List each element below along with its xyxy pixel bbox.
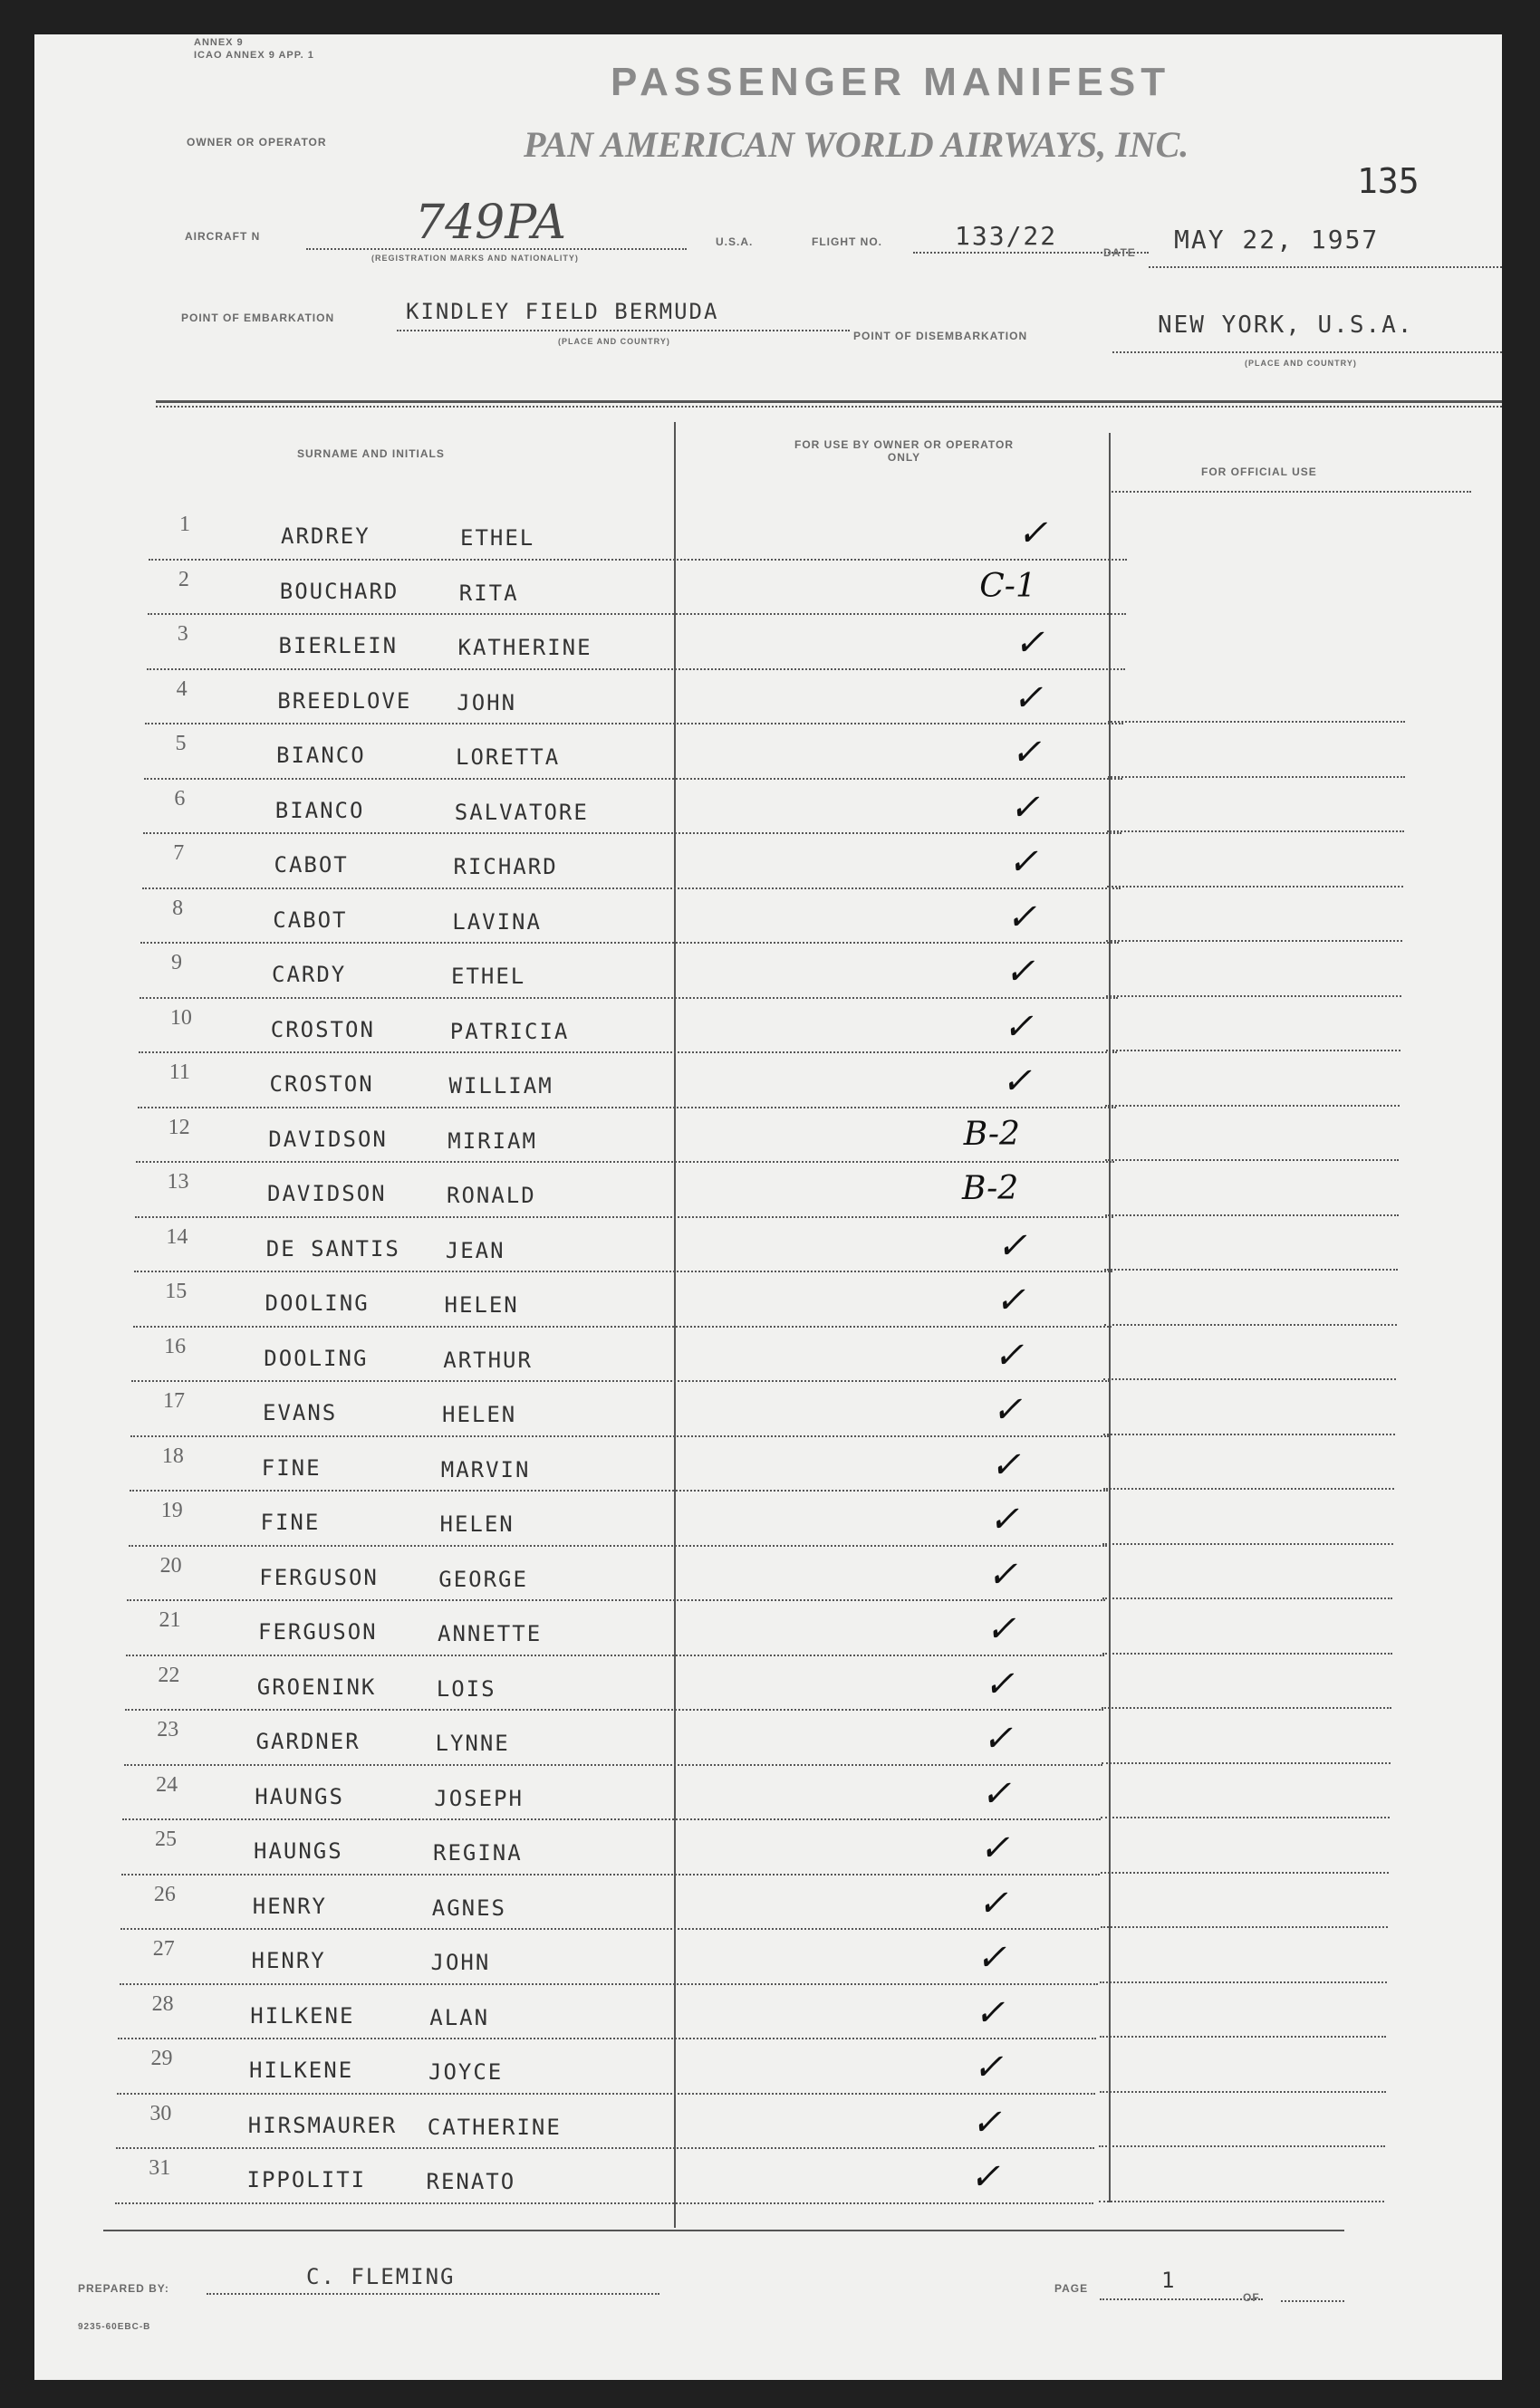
row-rule [125, 1709, 1103, 1711]
passenger-given-name: JOHN [457, 689, 517, 715]
check-mark-icon: ✓ [987, 1553, 1018, 1596]
row-number: 26 [153, 1882, 176, 1906]
check-mark-icon: ✓ [976, 1937, 1007, 1979]
official-row-rule [1103, 1378, 1396, 1380]
row-number: 31 [149, 2156, 171, 2180]
passenger-surname: ARDREY [281, 523, 371, 549]
check-mark-icon: ✓ [1011, 732, 1042, 773]
check-mark-icon: ✓ [973, 2047, 1004, 2088]
passenger-given-name: AGNES [431, 1895, 506, 1921]
row-number: 5 [175, 732, 187, 755]
embarkation-underline [397, 330, 850, 331]
check-mark-icon: ✓ [1006, 896, 1037, 938]
official-row-rule [1104, 1269, 1398, 1271]
row-rule [121, 1874, 1100, 1876]
row-number: 10 [169, 1005, 192, 1030]
passenger-surname: CROSTON [270, 1016, 375, 1042]
passenger-given-name: ETHEL [451, 964, 526, 989]
prepared-by-underline [207, 2293, 659, 2295]
disembarkation-sublabel: (PLACE AND COUNTRY) [1245, 359, 1357, 368]
passenger-given-name: GEORGE [438, 1566, 528, 1592]
passenger-surname: DAVIDSON [268, 1126, 388, 1152]
row-number: 19 [160, 1499, 183, 1522]
row-rule [127, 1599, 1105, 1601]
annex-line-1: ANNEX 9 [194, 37, 244, 48]
official-row-rule [1103, 1488, 1395, 1490]
passenger-surname: CABOT [273, 907, 348, 933]
official-row-rule [1102, 1762, 1391, 1764]
page-value: 1 [1161, 2268, 1177, 2293]
usa-label: U.S.A. [716, 235, 754, 248]
passenger-given-name: LAVINA [452, 908, 542, 935]
row-number: 6 [174, 786, 186, 811]
official-row-rule [1100, 1981, 1387, 1983]
passenger-given-name: HELEN [439, 1511, 515, 1537]
passenger-given-name: LORETTA [456, 744, 561, 770]
passenger-given-name: ETHEL [460, 525, 535, 551]
passenger-given-name: KATHERINE [457, 635, 592, 660]
row-rule [147, 668, 1125, 670]
row-number: 9 [171, 951, 182, 974]
passenger-given-name: HELEN [442, 1402, 517, 1427]
official-row-rule [1105, 1159, 1400, 1161]
passenger-given-name: RICHARD [453, 854, 558, 879]
official-row-rule [1106, 940, 1402, 942]
row-rule [120, 1983, 1098, 1985]
prepared-by-label: PREPARED BY: [78, 2282, 169, 2295]
passenger-surname: HAUNGS [255, 1783, 344, 1809]
check-mark-icon: ✓ [974, 1991, 1006, 2034]
form-code: 9235-60EBC-B [78, 2322, 151, 2332]
official-row-rule [1108, 721, 1406, 723]
row-number: 23 [157, 1718, 179, 1741]
row-rule [139, 1051, 1117, 1053]
row-number: 22 [158, 1663, 180, 1687]
check-mark-icon: ✓ [979, 1828, 1010, 1869]
column-divider-2 [1109, 433, 1111, 2202]
passenger-given-name: ARTHUR [443, 1347, 533, 1373]
row-rule [129, 1545, 1107, 1547]
passenger-given-name: ANNETTE [438, 1621, 543, 1646]
official-row-rule [1100, 2091, 1386, 2093]
passenger-surname: IPPOLITI [246, 2167, 367, 2192]
row-rule [130, 1435, 1109, 1437]
passenger-surname: DOOLING [264, 1345, 369, 1371]
form-annex-reference [194, 36, 314, 62]
official-row-rule [1106, 1050, 1401, 1051]
official-row-rule [1104, 1324, 1397, 1326]
passenger-given-name: MARVIN [440, 1456, 531, 1482]
official-row-rule [1105, 1105, 1400, 1107]
seat-code-mark: B-2 [962, 1170, 1019, 1207]
disembarkation-label: POINT OF DISEMBARKATION [853, 330, 1028, 342]
row-rule [148, 613, 1126, 615]
page-label: PAGE [1054, 2282, 1089, 2295]
column-header-official-use: FOR OFFICIAL USE [1201, 465, 1317, 478]
row-rule [135, 1216, 1113, 1218]
official-row-rule [1107, 830, 1404, 832]
official-row-rule [1101, 1926, 1389, 1928]
passenger-surname: HENRY [251, 1948, 326, 1973]
table-top-rule-2 [156, 406, 1502, 408]
row-rule [126, 1655, 1104, 1656]
row-rule [138, 1107, 1116, 1108]
passenger-surname: HIRSMAURER [247, 2112, 398, 2138]
passenger-surname: GROENINK [256, 1674, 377, 1700]
check-mark-icon: ✓ [982, 1718, 1014, 1760]
document-title: PASSENGER MANIFEST [611, 60, 1171, 104]
disembarkation-value: NEW YORK, U.S.A. [1158, 312, 1414, 339]
passenger-given-name: CATHERINE [427, 2114, 562, 2140]
owner-value: PAN AMERICAN WORLD AIRWAYS, INC. [524, 124, 1189, 165]
row-rule [140, 997, 1118, 999]
row-rule [143, 832, 1121, 834]
passenger-surname: BIANCO [276, 743, 366, 768]
passenger-surname: GARDNER [255, 1729, 361, 1754]
check-mark-icon: ✓ [969, 2156, 1001, 2198]
passenger-given-name: LYNNE [435, 1731, 510, 1756]
passenger-surname: FERGUSON [259, 1564, 379, 1590]
row-rule [118, 2038, 1096, 2039]
row-rule [133, 1326, 1112, 1328]
page-underline [1100, 2298, 1263, 2300]
official-header-underline [1109, 491, 1471, 493]
row-number: 24 [156, 1772, 178, 1797]
owner-label: OWNER OR OPERATOR [187, 136, 327, 149]
passenger-given-name: RONALD [447, 1183, 536, 1208]
passenger-given-name: PATRICIA [449, 1018, 570, 1044]
check-mark-icon: ✓ [984, 1663, 1015, 1705]
seat-code-mark: B-2 [963, 1115, 1020, 1153]
embarkation-sublabel: (PLACE AND COUNTRY) [558, 337, 670, 346]
row-number: 3 [177, 622, 188, 646]
page-number: 135 [1357, 161, 1420, 201]
passenger-surname: FINE [261, 1454, 322, 1481]
official-row-rule [1100, 2036, 1387, 2038]
passenger-given-name: REGINA [433, 1840, 523, 1866]
row-rule [145, 723, 1123, 724]
embarkation-value: KINDLEY FIELD BERMUDA [406, 299, 719, 324]
passenger-given-name: RENATO [426, 2169, 516, 2194]
row-rule [136, 1161, 1114, 1163]
row-rule [144, 778, 1122, 780]
date-value: MAY 22, 1957 [1174, 225, 1380, 254]
check-mark-icon: ✓ [1014, 622, 1045, 664]
row-rule [117, 2093, 1095, 2095]
check-mark-icon: ✓ [1007, 841, 1039, 883]
passenger-given-name: RITA [458, 580, 519, 606]
check-mark-icon: ✓ [977, 1882, 1008, 1924]
of-underline [1281, 2300, 1344, 2302]
row-number: 29 [150, 2047, 173, 2070]
row-number: 12 [168, 1115, 190, 1139]
table-top-rule [156, 400, 1502, 403]
column-header-owner-use: FOR USE BY OWNER OR OPERATOR ONLY [794, 438, 1015, 464]
passenger-surname: HILKENE [250, 2002, 355, 2029]
passenger-surname: BIERLEIN [278, 633, 399, 658]
row-number: 15 [165, 1280, 188, 1303]
check-mark-icon: ✓ [992, 1389, 1023, 1431]
check-mark-icon: ✓ [988, 1499, 1020, 1540]
passenger-surname: DOOLING [265, 1290, 370, 1316]
passenger-given-name: JEAN [445, 1237, 505, 1263]
check-mark-icon: ✓ [990, 1444, 1021, 1486]
passenger-given-name: ALAN [429, 2004, 490, 2030]
row-number: 8 [172, 896, 184, 920]
passenger-surname: CROSTON [269, 1071, 374, 1097]
check-mark-icon: ✓ [1005, 951, 1035, 993]
passenger-surname: BOUCHARD [279, 578, 399, 604]
seat-code-mark: C-1 [979, 567, 1036, 605]
flight-label: FLIGHT NO. [812, 235, 882, 248]
aircraft-label: AIRCRAFT N [185, 230, 261, 243]
passenger-surname: FINE [260, 1510, 321, 1535]
check-mark-icon: ✓ [996, 1224, 1027, 1267]
passenger-surname: DE SANTIS [265, 1235, 400, 1262]
of-label: OF [1243, 2291, 1260, 2304]
row-number: 21 [159, 1608, 181, 1632]
passenger-given-name: MIRIAM [448, 1127, 537, 1154]
passenger-surname: HAUNGS [254, 1838, 343, 1864]
check-mark-icon: ✓ [971, 2101, 1002, 2144]
check-mark-icon: ✓ [980, 1772, 1012, 1815]
row-rule [140, 942, 1119, 944]
row-number: 18 [161, 1444, 184, 1468]
check-mark-icon: ✓ [995, 1280, 1026, 1321]
table-bottom-rule [103, 2230, 1344, 2231]
passenger-surname: EVANS [263, 1400, 338, 1425]
aircraft-sublabel: (REGISTRATION MARKS AND NATIONALITY) [371, 254, 579, 263]
passenger-surname: HILKENE [249, 2058, 354, 2083]
official-row-rule [1102, 1543, 1393, 1545]
check-mark-icon: ✓ [993, 1334, 1025, 1377]
row-number: 14 [166, 1224, 188, 1249]
annex-line-2: ICAO ANNEX 9 APP. 1 [194, 50, 314, 61]
row-number: 1 [179, 513, 190, 536]
aircraft-value: 749PA [415, 196, 567, 250]
row-rule [120, 1928, 1099, 1930]
passenger-given-name: JOYCE [428, 2059, 504, 2085]
date-label: DATE [1103, 246, 1136, 259]
passenger-given-name: SALVATORE [454, 799, 589, 825]
official-row-rule [1099, 2145, 1385, 2147]
official-row-rule [1101, 1817, 1390, 1818]
row-number: 2 [178, 567, 189, 591]
passenger-surname: FERGUSON [258, 1619, 378, 1645]
passenger-surname: BIANCO [274, 797, 365, 823]
passenger-given-name: LOIS [436, 1675, 496, 1702]
passenger-surname: CARDY [272, 962, 347, 987]
row-number: 13 [167, 1170, 189, 1194]
passenger-surname: DAVIDSON [267, 1181, 387, 1206]
passenger-surname: BREEDLOVE [277, 687, 412, 714]
row-rule [130, 1490, 1108, 1492]
official-row-rule [1101, 1872, 1389, 1874]
passenger-given-name: JOHN [430, 1950, 491, 1975]
passenger-surname: CABOT [274, 852, 349, 878]
official-row-rule [1105, 1214, 1399, 1216]
check-mark-icon: ✓ [1009, 786, 1040, 829]
check-mark-icon: ✓ [1012, 676, 1044, 719]
check-mark-icon: ✓ [1003, 1005, 1034, 1048]
passenger-given-name: JOSEPH [434, 1785, 524, 1811]
row-number: 20 [159, 1553, 182, 1578]
row-rule [134, 1271, 1112, 1272]
column-header-name: SURNAME AND INITIALS [297, 447, 445, 460]
row-number: 27 [152, 1937, 175, 1961]
row-rule [142, 887, 1121, 889]
prepared-by-value: C. FLEMING [306, 2264, 456, 2289]
row-rule [131, 1380, 1110, 1382]
passenger-given-name: WILLIAM [448, 1073, 553, 1098]
check-mark-icon: ✓ [1001, 1060, 1033, 1102]
row-number: 28 [151, 1991, 174, 2016]
disembarkation-underline [1112, 351, 1502, 353]
official-row-rule [1102, 1653, 1392, 1655]
check-mark-icon: ✓ [986, 1608, 1016, 1650]
official-row-rule [1102, 1707, 1391, 1709]
row-rule [115, 2202, 1093, 2204]
official-row-rule [1103, 1434, 1395, 1435]
official-row-rule [1108, 776, 1405, 778]
row-rule [124, 1764, 1102, 1766]
official-row-rule [1102, 1597, 1393, 1599]
flight-value: 133/22 [955, 221, 1058, 251]
check-mark-icon: ✓ [1017, 513, 1048, 554]
passenger-given-name: HELEN [444, 1292, 519, 1318]
row-number: 7 [173, 841, 185, 865]
row-number: 30 [149, 2101, 172, 2125]
row-number: 17 [163, 1389, 185, 1413]
row-number: 11 [168, 1060, 190, 1084]
official-row-rule [1107, 886, 1403, 887]
manifest-page [34, 34, 1502, 2380]
official-row-rule [1099, 2201, 1384, 2202]
embarkation-label: POINT OF EMBARKATION [181, 312, 335, 324]
row-rule [116, 2147, 1094, 2149]
row-number: 4 [176, 676, 188, 701]
row-rule [149, 559, 1127, 561]
row-rule [122, 1818, 1101, 1820]
official-row-rule [1106, 995, 1401, 997]
row-number: 16 [164, 1334, 187, 1358]
date-underline [1149, 266, 1502, 268]
row-number: 25 [155, 1828, 177, 1851]
passenger-surname: HENRY [252, 1893, 327, 1919]
